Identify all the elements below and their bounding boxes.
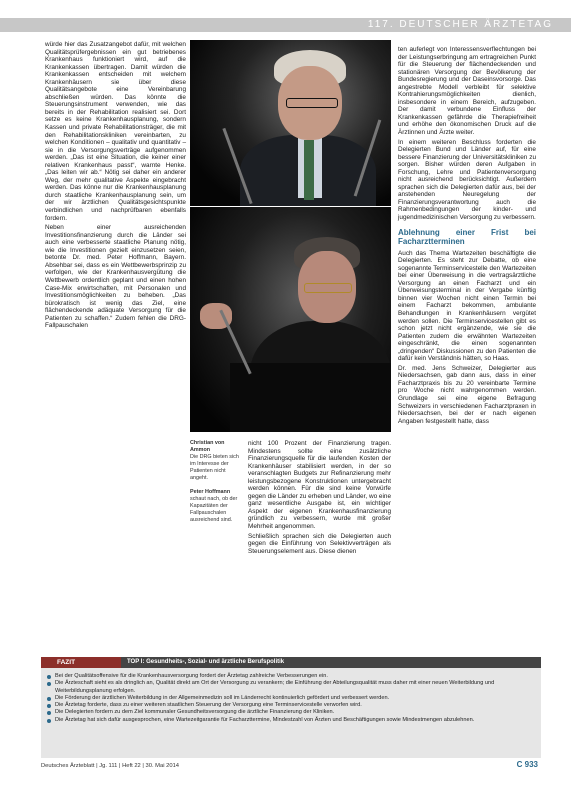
column-1 <box>45 41 186 332</box>
caption-text: schaut nach, ob der Kapazitäten der Fallpauschalen ausreichend sind. <box>190 496 238 523</box>
page-footer: Deutsches Ärzteblatt | Jg. 111 | Heft 22 | 30. Mai 2014 <box>41 763 180 769</box>
summary-item-text: Die Ärztetag forderte, dass zu einer weiteren staatlichen Steuerung der Versorgung eine Terminservicestelle verworfen wird. <box>55 702 362 709</box>
summary-item <box>47 702 535 709</box>
glasses <box>286 98 338 108</box>
summary-box <box>41 657 541 758</box>
summary-item <box>47 680 535 695</box>
paragraph: ten auferlegt von Interessensverflechtungen bei der Leistungserbringung am ertragreichen Punkt für die Steuerung der flächendeckenden und stationären Versorgung der Bevölkerung der Bundesregierung und der Daseinsvorsorge. Das angestrebte Modell verbleibt für selektive Kontrahierungsmöglichkeiten dienlich, insbesondere in einem Bereich, aufzugeben. Der damit verbundene Einfluss der Krankenkassen gefährde die Therapiefreiheit und erhöhe den ökonomischen Druck auf die Ärztinnen und Ärzte weiter. <box>398 46 536 137</box>
caption-text: Die DRG bieten sich im Interesse der Patienten nicht angeht. <box>190 454 239 481</box>
summary-label: FAZIT <box>41 657 121 668</box>
paragraph: In einem weiteren Beschluss forderten die Delegierten Bund und Länder auf, für eine bessere Finanzierung der Universitätskliniken zu sorgen. Bisher würden deren Aufgaben in Forschung, Lehre und Patientenversorgung nicht ausreichend berücksichtigt. Außerdem sprachen sich die Delegierten dafür aus, bei der anstehenden Neuregelung der Finanzierungsverantwortung auch die Rahmenbedingungen der kinder- und jugendmedizinischen Versorgung zu verbessern. <box>398 138 536 222</box>
caption-name: Christian von Ammon <box>190 440 225 453</box>
summary-item-text: Die Förderung der ärztlichen Weiterbildung in der Allgemeinmedizin soll im Länderrecht kontinuierlich gefördert und verbessert werden. <box>55 694 390 701</box>
column-4 <box>398 46 536 427</box>
summary-item <box>47 717 535 724</box>
summary-list <box>47 673 535 724</box>
page-header-title: 117. DEUTSCHER ÄRZTETAG <box>367 19 553 30</box>
summary-item-text: Die Ärztetag hat sich dafür ausgesprochen, eine Wartezeitgarantie für Facharzttermine, Mindestzahl von Ärzten und Beschäftigungen sowie Mindestmengen abzulehnen. <box>55 716 475 723</box>
summary-item-text: Die Ärzteschaft sieht es als dringlich an, Qualität direkt am Ort der Versorgung zu verankern; die Einführung der Abteilungsqualität muss daher mit einer neuen Weiterbildung und Weiterbildungsplanung erfolgen. <box>55 680 495 694</box>
bullet-icon <box>47 704 51 708</box>
paragraph: würde hier das Zusatzangebot dafür, mit welchen Qualitätsprüfergebnissen ein gut betriebenes Krankenhaus funktioniert wird, auf die Krankenkassen übertragen. Damit würden die Krankenkassen entscheiden mit welchem Krankenhäusern sie über diese Qualitätsangebote eine Vereinbarung abschließen würden. Das könnte die Steuerungsinstrument verwenden, wie das bereits in der Rehabilitation realisiert sei. Dort setze es keine Krankenhausplanung, sondern Kassen und private Rehabilitationsträger, die mit den Rehabilitationskliniken vereinbarten, zu welchen Konditionen – qualitativ und quantitativ – sie in die Versorgungsverträge aufgenommen werden. „Das ist eine Situation, die keiner einer relativen Krankenhaus passt“, warnte Henke. „Das leiten wir ab.“ Nötig sei daher ein anderer Weg, der mehr qualitative Aspekte eingebracht werden. Das könne nur die Krankenhausplanung durch staatliche Krankenhausplanung sein, um der wir ärztlichen Qualitätsgesichtspunkte verbindlichen und nachprüfbaren ebenfalls fordern. <box>45 41 186 222</box>
summary-item-text: Bei der Qualitätsoffensive für die Krankenhausversorgung fordert der Ärztetag zahlreiche Verbesserungen ein. <box>55 673 328 679</box>
speaker-tie <box>304 140 314 200</box>
column-3 <box>248 440 391 557</box>
bullet-icon <box>47 719 51 723</box>
paragraph: Neben einer ausreichenden Investitionsfinanzierung durch die Länder sei auch eine verbesserte staatliche Planung nötig, wie die Investitionen gezielt einzusetzen seien, betonte Dr. med. Peter Hoffmann, Bayern. Absehbar sei, dass es ein Wettbewerbsprinzip zu verfolgen, wie der Krankenhausvergütung die Wettbewerb ordentlich geplant und einen hohen Case-Mix erwirtschaften, mit Personalen und Investitionsmöglichkeiten zu beheben. „Das bürokratisch ist wenig das Ziel, eine flächendeckende adäquate Versorgung für die Patienten zu schaffen.“ Zudem fehlen die DRG-Fallpauschalen <box>45 224 186 330</box>
summary-title: TOP I: Gesundheits-, Sozial- und ärztliche Berufspolitik <box>127 659 285 665</box>
bullet-icon <box>47 711 51 715</box>
photo-captions <box>190 440 242 524</box>
summary-item-text: Die Delegierten fordern zu dem Ziel kommunaler Gesundheitsversorgung die ärztliche Finanzierung der Kliniken. <box>55 709 335 716</box>
podium <box>230 363 391 432</box>
bullet-icon <box>47 682 51 686</box>
caption-name: Peter Hoffmann <box>190 489 231 495</box>
bullet-icon <box>47 697 51 701</box>
section-subheading: Ablehnung einer Frist bei Facharztterminen <box>398 227 536 246</box>
bullet-icon <box>47 675 51 679</box>
glasses <box>304 283 352 293</box>
paragraph: Schließlich sprachen sich die Delegierten auch gegen die Einführung von Selektivverträgen als Steuerungselement aus. Diese dienen <box>248 532 391 555</box>
summary-item <box>47 709 535 716</box>
page-number: C 933 <box>516 760 538 769</box>
speaker-photo-1 <box>190 40 391 206</box>
paragraph: Dr. med. Jens Schweizer, Delegierter aus Niedersachsen, gab dann aus, dass in einer Facharztpraxis bis zu 20 vereinbarte Termine pro Woche nicht wahrgenommen werden. Grundlage sei eine eigene Befragung Schweizers in verschiedenen Facharztpraxen in Niedersachsen, bei der er nach eigenen Angaben festgestellt hatte, dass <box>398 364 536 425</box>
paragraph: nicht 100 Prozent der Finanzierung tragen. Mindestens sollte eine zusätzliche Finanzierungsquelle für die laufenden Kosten der Krankenhäuser stabilisiert werden, in der so veranschlagten Budgets zur Refinanzierung mehr leistungsbezogene Konstruktionen untergebracht werden können. Für die sind keine Vorwürfe gegen die Länder zu erheben und Länder, wo eine ganz wesentliche Ausgabe ist, ein wichtiger Aspekt der eigenen Krankenhausfinanzierung gründlich zu verbessern, wurde mit großer Mehrheit angenommen. <box>248 440 391 531</box>
paragraph: Auch das Thema Wartezeiten beschäftigte die Delegierten. Es steht zur Debatte, ob eine sogenannte Terminservicestelle den Wartezeiten bei einer Überweisung in die vertragsärztliche Versorgung an einen Facharzt und ein Überweisungsterminal in der Vergabe künftig binnen vier Wochen nicht einen Termin bei einem Facharzt bekommen, ambulante Behandlungen in Krankenhäusern vergütet werden sollen. Die Terminservicestellen gibt es schon jetzt nicht ergänzende, wie sie die Patienten zudem die erwähnten Wartezeiten eingeschränkt, die einen sogenannten „dringenden“ Diskussionen zu den Patienten die dafür kein Verständnis hätten, so Haas. <box>398 249 536 363</box>
speaker-photo-2 <box>190 207 391 432</box>
